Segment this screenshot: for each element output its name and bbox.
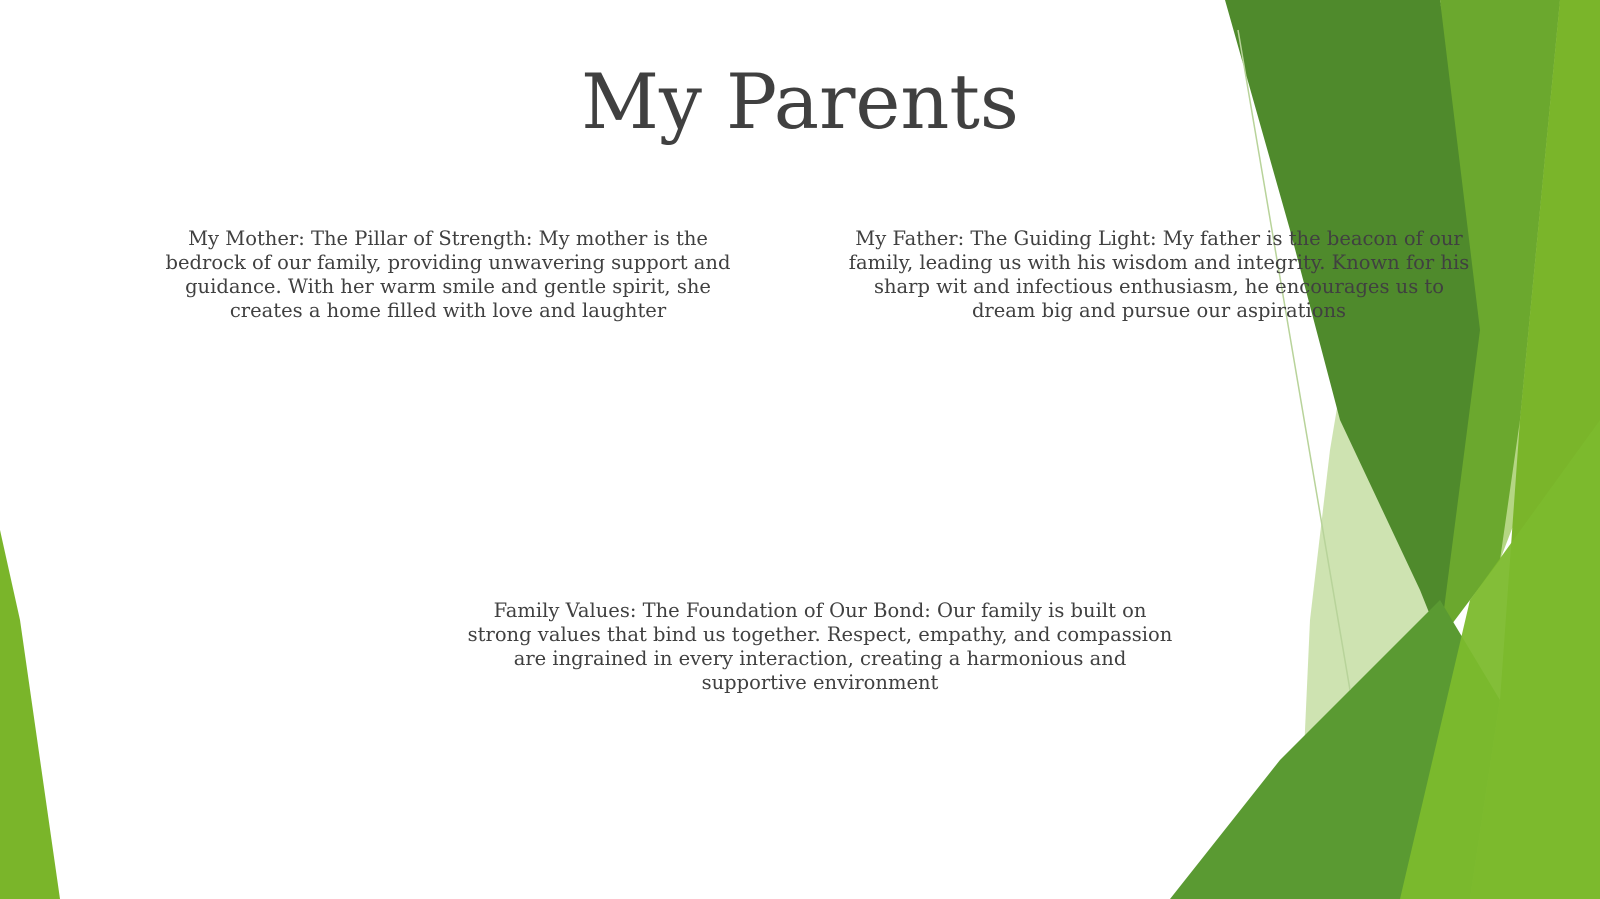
father-description: My Father: The Guiding Light: My father is the beacon of our family, leading us with his wisdom and integrity. Known for his sharp wit and infectious enthusiasm, he encourages us to dream big and pursue our aspirations xyxy=(848,227,1470,322)
left-green-sliver xyxy=(0,530,60,899)
family-values-description: Family Values: The Foundation of Our Bond: Our family is built on strong values that bind us together. Respect, empathy, and compassion are ingrained in every interaction, creating a harmonious and supportive environment xyxy=(467,599,1173,694)
slide-title: My Parents xyxy=(581,57,1019,146)
mother-description: My Mother: The Pillar of Strength: My mother is the bedrock of our family, providing unwavering support and guidance. With her warm smile and gentle spirit, she creates a home filled with love and laughter xyxy=(165,227,731,322)
